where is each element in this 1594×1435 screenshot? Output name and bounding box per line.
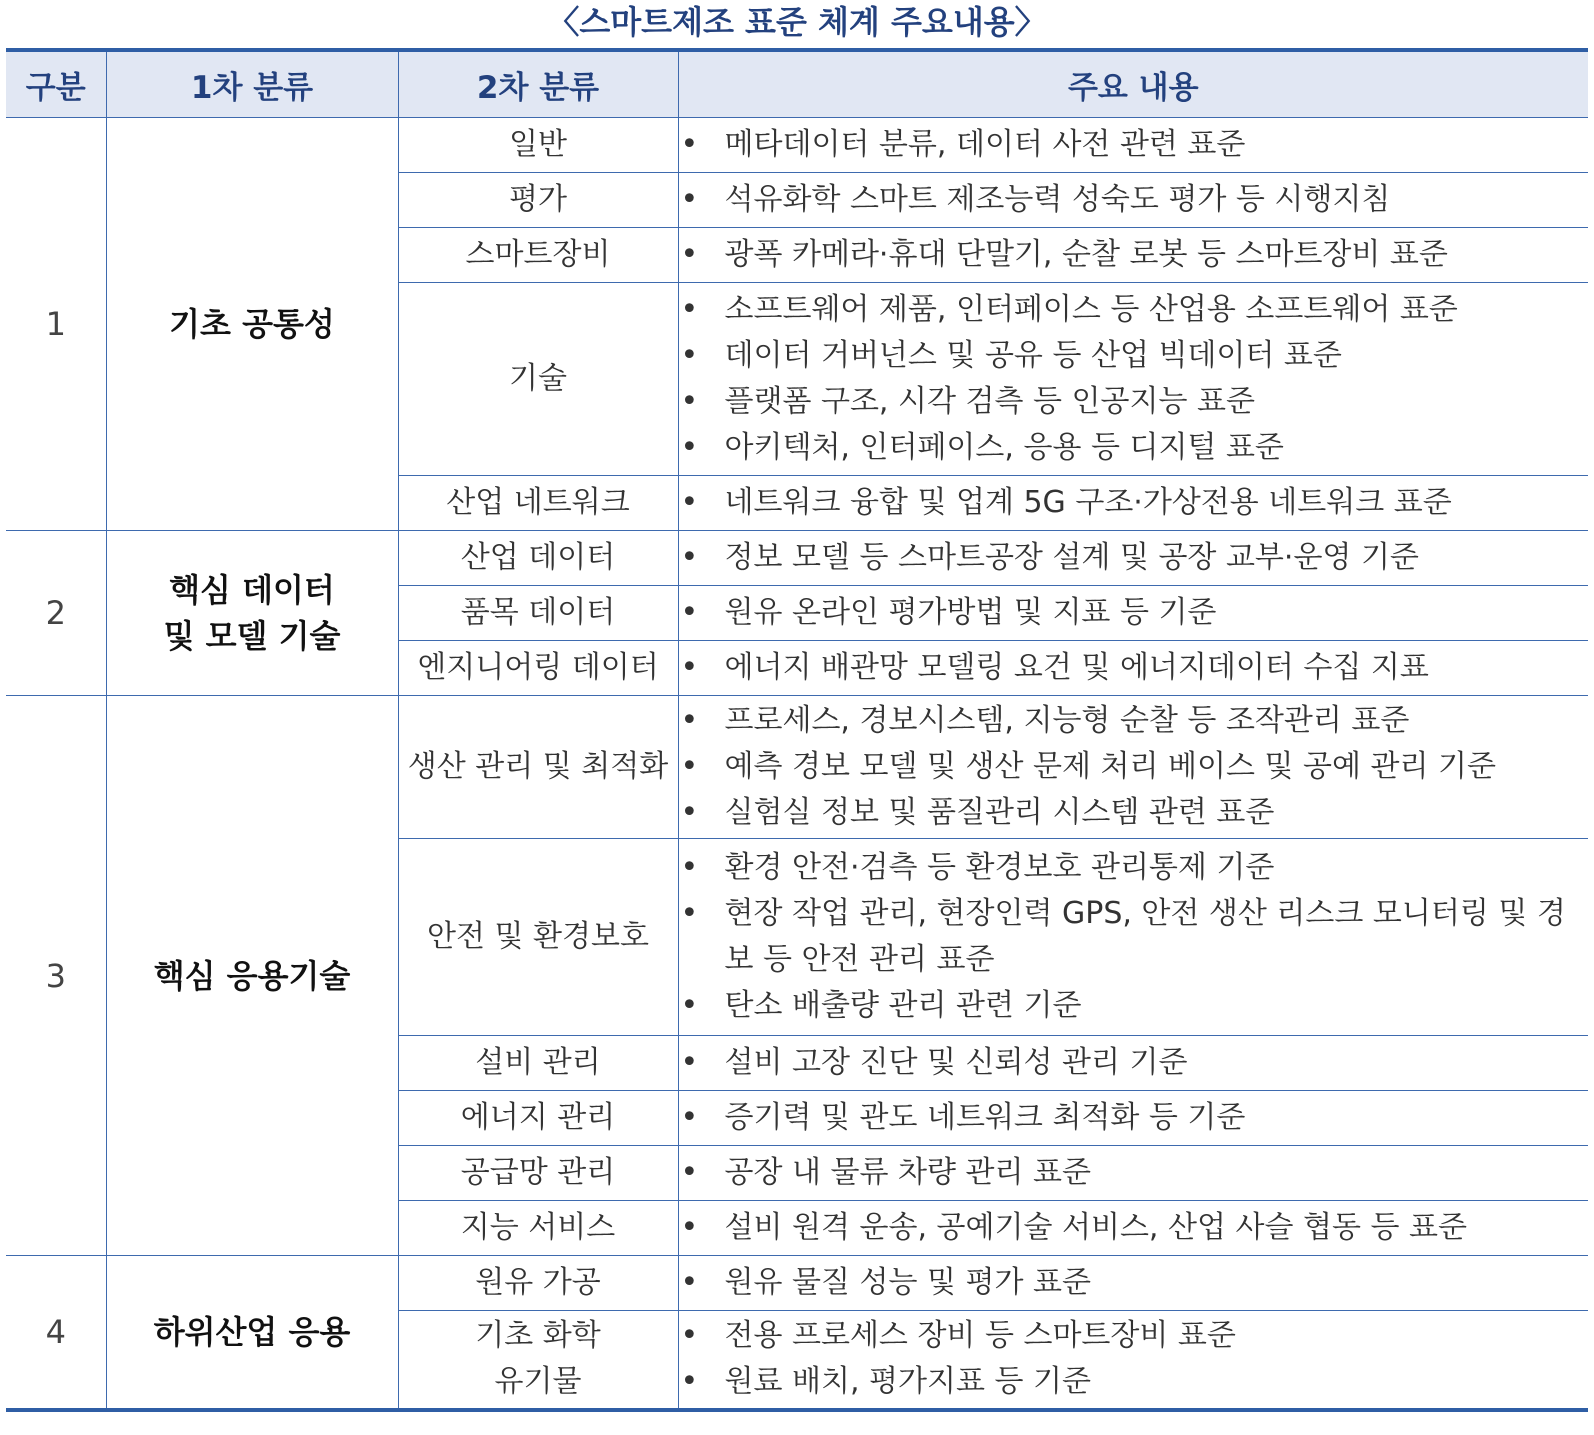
category-2: 설비 관리 bbox=[398, 1036, 678, 1091]
list-item: • 설비 원격 운송, 공예기술 서비스, 산업 사슬 협동 등 표준 bbox=[679, 1205, 1589, 1251]
list-item: • 데이터 거버넌스 및 공유 등 산업 빅데이터 표준 bbox=[679, 333, 1589, 379]
bullet-icon: • bbox=[680, 292, 699, 327]
bullet-icon: • bbox=[680, 127, 699, 162]
bullet-icon: • bbox=[680, 1265, 699, 1300]
content-cell bbox=[678, 283, 1588, 476]
category-2: 평가 bbox=[398, 173, 678, 228]
bullet-icon: • bbox=[680, 703, 699, 738]
header-row bbox=[6, 50, 1588, 118]
bullet-icon: • bbox=[680, 850, 699, 885]
list-item: • 환경 안전·검측 등 환경보호 관리통제 기준 bbox=[679, 845, 1589, 891]
bullet-icon: • bbox=[680, 182, 699, 217]
list-item: • 프로세스, 경보시스템, 지능형 순찰 등 조작관리 표준 bbox=[679, 698, 1589, 744]
list-item: • 메타데이터 분류, 데이터 사전 관련 표준 bbox=[679, 122, 1589, 168]
list-item: • 플랫폼 구조, 시각 검측 등 인공지능 표준 bbox=[679, 379, 1589, 425]
bullet-icon: • bbox=[680, 430, 699, 465]
category-1: 핵심 데이터 및 모델 기술 bbox=[106, 531, 398, 696]
list-item: • 실험실 정보 및 품질관리 시스템 관련 표준 bbox=[679, 790, 1589, 836]
content-cell bbox=[678, 1036, 1588, 1091]
bullet-icon: • bbox=[680, 485, 699, 520]
category-2: 공급망 관리 bbox=[398, 1146, 678, 1201]
list-item: • 에너지 배관망 모델링 요건 및 에너지데이터 수집 지표 bbox=[679, 645, 1589, 691]
content-cell bbox=[678, 1201, 1588, 1256]
content-cell bbox=[678, 228, 1588, 283]
category-2: 생산 관리 및 최적화 bbox=[398, 696, 678, 839]
bullet-icon: • bbox=[680, 1210, 699, 1245]
group-number: 2 bbox=[6, 531, 106, 696]
content-cell bbox=[678, 839, 1588, 1036]
bullet-icon: • bbox=[680, 650, 699, 685]
header-cat2: 2차 분류 bbox=[398, 50, 678, 118]
category-2: 산업 네트워크 bbox=[398, 476, 678, 531]
header-cat1: 1차 분류 bbox=[106, 50, 398, 118]
category-2: 일반 bbox=[398, 118, 678, 173]
content-cell bbox=[678, 641, 1588, 696]
list-item: • 원유 물질 성능 및 평가 표준 bbox=[679, 1260, 1589, 1306]
category-2: 원유 가공 bbox=[398, 1256, 678, 1311]
group-number: 3 bbox=[6, 696, 106, 1256]
content-cell bbox=[678, 1146, 1588, 1201]
bullet-icon: • bbox=[680, 896, 699, 931]
table-title: 〈스마트제조 표준 체계 주요내용〉 bbox=[547, 3, 1047, 41]
category-2: 엔지니어링 데이터 bbox=[398, 641, 678, 696]
bullet-icon: • bbox=[680, 749, 699, 784]
list-item: • 탄소 배출량 관리 관련 기준 bbox=[679, 983, 1589, 1029]
list-item: • 현장 작업 관리, 현장인력 GPS, 안전 생산 리스크 모니터링 및 경보 등 안전 관리 표준 bbox=[679, 891, 1589, 983]
list-item: • 증기력 및 관도 네트워크 최적화 등 기준 bbox=[679, 1095, 1589, 1141]
category-2: 기술 bbox=[398, 283, 678, 476]
standards-table bbox=[6, 48, 1588, 1412]
content-cell bbox=[678, 586, 1588, 641]
bullet-icon: • bbox=[680, 1364, 699, 1400]
category-2: 산업 데이터 bbox=[398, 531, 678, 586]
content-cell bbox=[678, 476, 1588, 531]
list-item: • 석유화학 스마트 제조능력 성숙도 평가 등 시행지침 bbox=[679, 177, 1589, 223]
content-cell bbox=[678, 1091, 1588, 1146]
category-2: 기초 화학 유기물 bbox=[398, 1311, 678, 1410]
group-number: 4 bbox=[6, 1256, 106, 1410]
category-1: 기초 공통성 bbox=[106, 118, 398, 531]
table-row bbox=[6, 531, 1588, 586]
bullet-icon: • bbox=[680, 1155, 699, 1190]
category-2: 스마트장비 bbox=[398, 228, 678, 283]
list-item: • 아키텍처, 인터페이스, 응용 등 디지털 표준 bbox=[679, 425, 1589, 471]
list-item: • 소프트웨어 제품, 인터페이스 등 산업용 소프트웨어 표준 bbox=[679, 287, 1589, 333]
bullet-icon: • bbox=[680, 237, 699, 272]
list-item: • 광폭 카메라·휴대 단말기, 순찰 로봇 등 스마트장비 표준 bbox=[679, 232, 1589, 278]
category-2: 품목 데이터 bbox=[398, 586, 678, 641]
content-cell bbox=[678, 696, 1588, 839]
bullet-icon: • bbox=[680, 988, 699, 1023]
content-cell bbox=[678, 1311, 1588, 1410]
table-row bbox=[6, 118, 1588, 173]
content-cell bbox=[678, 531, 1588, 586]
list-item: • 원유 온라인 평가방법 및 지표 등 기준 bbox=[679, 590, 1589, 636]
bullet-icon: • bbox=[680, 1100, 699, 1135]
table-row bbox=[6, 696, 1588, 839]
category-2: 지능 서비스 bbox=[398, 1201, 678, 1256]
bullet-icon: • bbox=[680, 384, 699, 419]
group-number: 1 bbox=[6, 118, 106, 531]
header-content: 주요 내용 bbox=[678, 50, 1588, 118]
list-item: • 정보 모델 등 스마트공장 설계 및 공장 교부·운영 기준 bbox=[679, 535, 1589, 581]
category-2: 안전 및 환경보호 bbox=[398, 839, 678, 1036]
bullet-icon: • bbox=[680, 795, 699, 830]
content-cell bbox=[678, 173, 1588, 228]
list-item: • 예측 경보 모델 및 생산 문제 처리 베이스 및 공예 관리 기준 bbox=[679, 744, 1589, 790]
content-cell bbox=[678, 1256, 1588, 1311]
category-2: 에너지 관리 bbox=[398, 1091, 678, 1146]
list-item: • 공장 내 물류 차량 관리 표준 bbox=[679, 1150, 1589, 1196]
list-item: • 네트워크 융합 및 업계 5G 구조·가상전용 네트워크 표준 bbox=[679, 480, 1589, 526]
list-item: • 원료 배치, 평가지표 등 기준 bbox=[679, 1359, 1589, 1405]
header-gubun: 구분 bbox=[6, 50, 106, 118]
bullet-icon: • bbox=[680, 1318, 699, 1354]
category-1: 하위산업 응용 bbox=[106, 1256, 398, 1410]
content-cell bbox=[678, 118, 1588, 173]
list-item: • 전용 프로세스 장비 등 스마트장비 표준 bbox=[679, 1313, 1589, 1359]
list-item: • 설비 고장 진단 및 신뢰성 관리 기준 bbox=[679, 1040, 1589, 1086]
bullet-icon: • bbox=[680, 338, 699, 373]
category-1: 핵심 응용기술 bbox=[106, 696, 398, 1256]
table-row bbox=[6, 1256, 1588, 1311]
bullet-icon: • bbox=[680, 595, 699, 630]
bullet-icon: • bbox=[680, 1045, 699, 1080]
bullet-icon: • bbox=[680, 540, 699, 575]
